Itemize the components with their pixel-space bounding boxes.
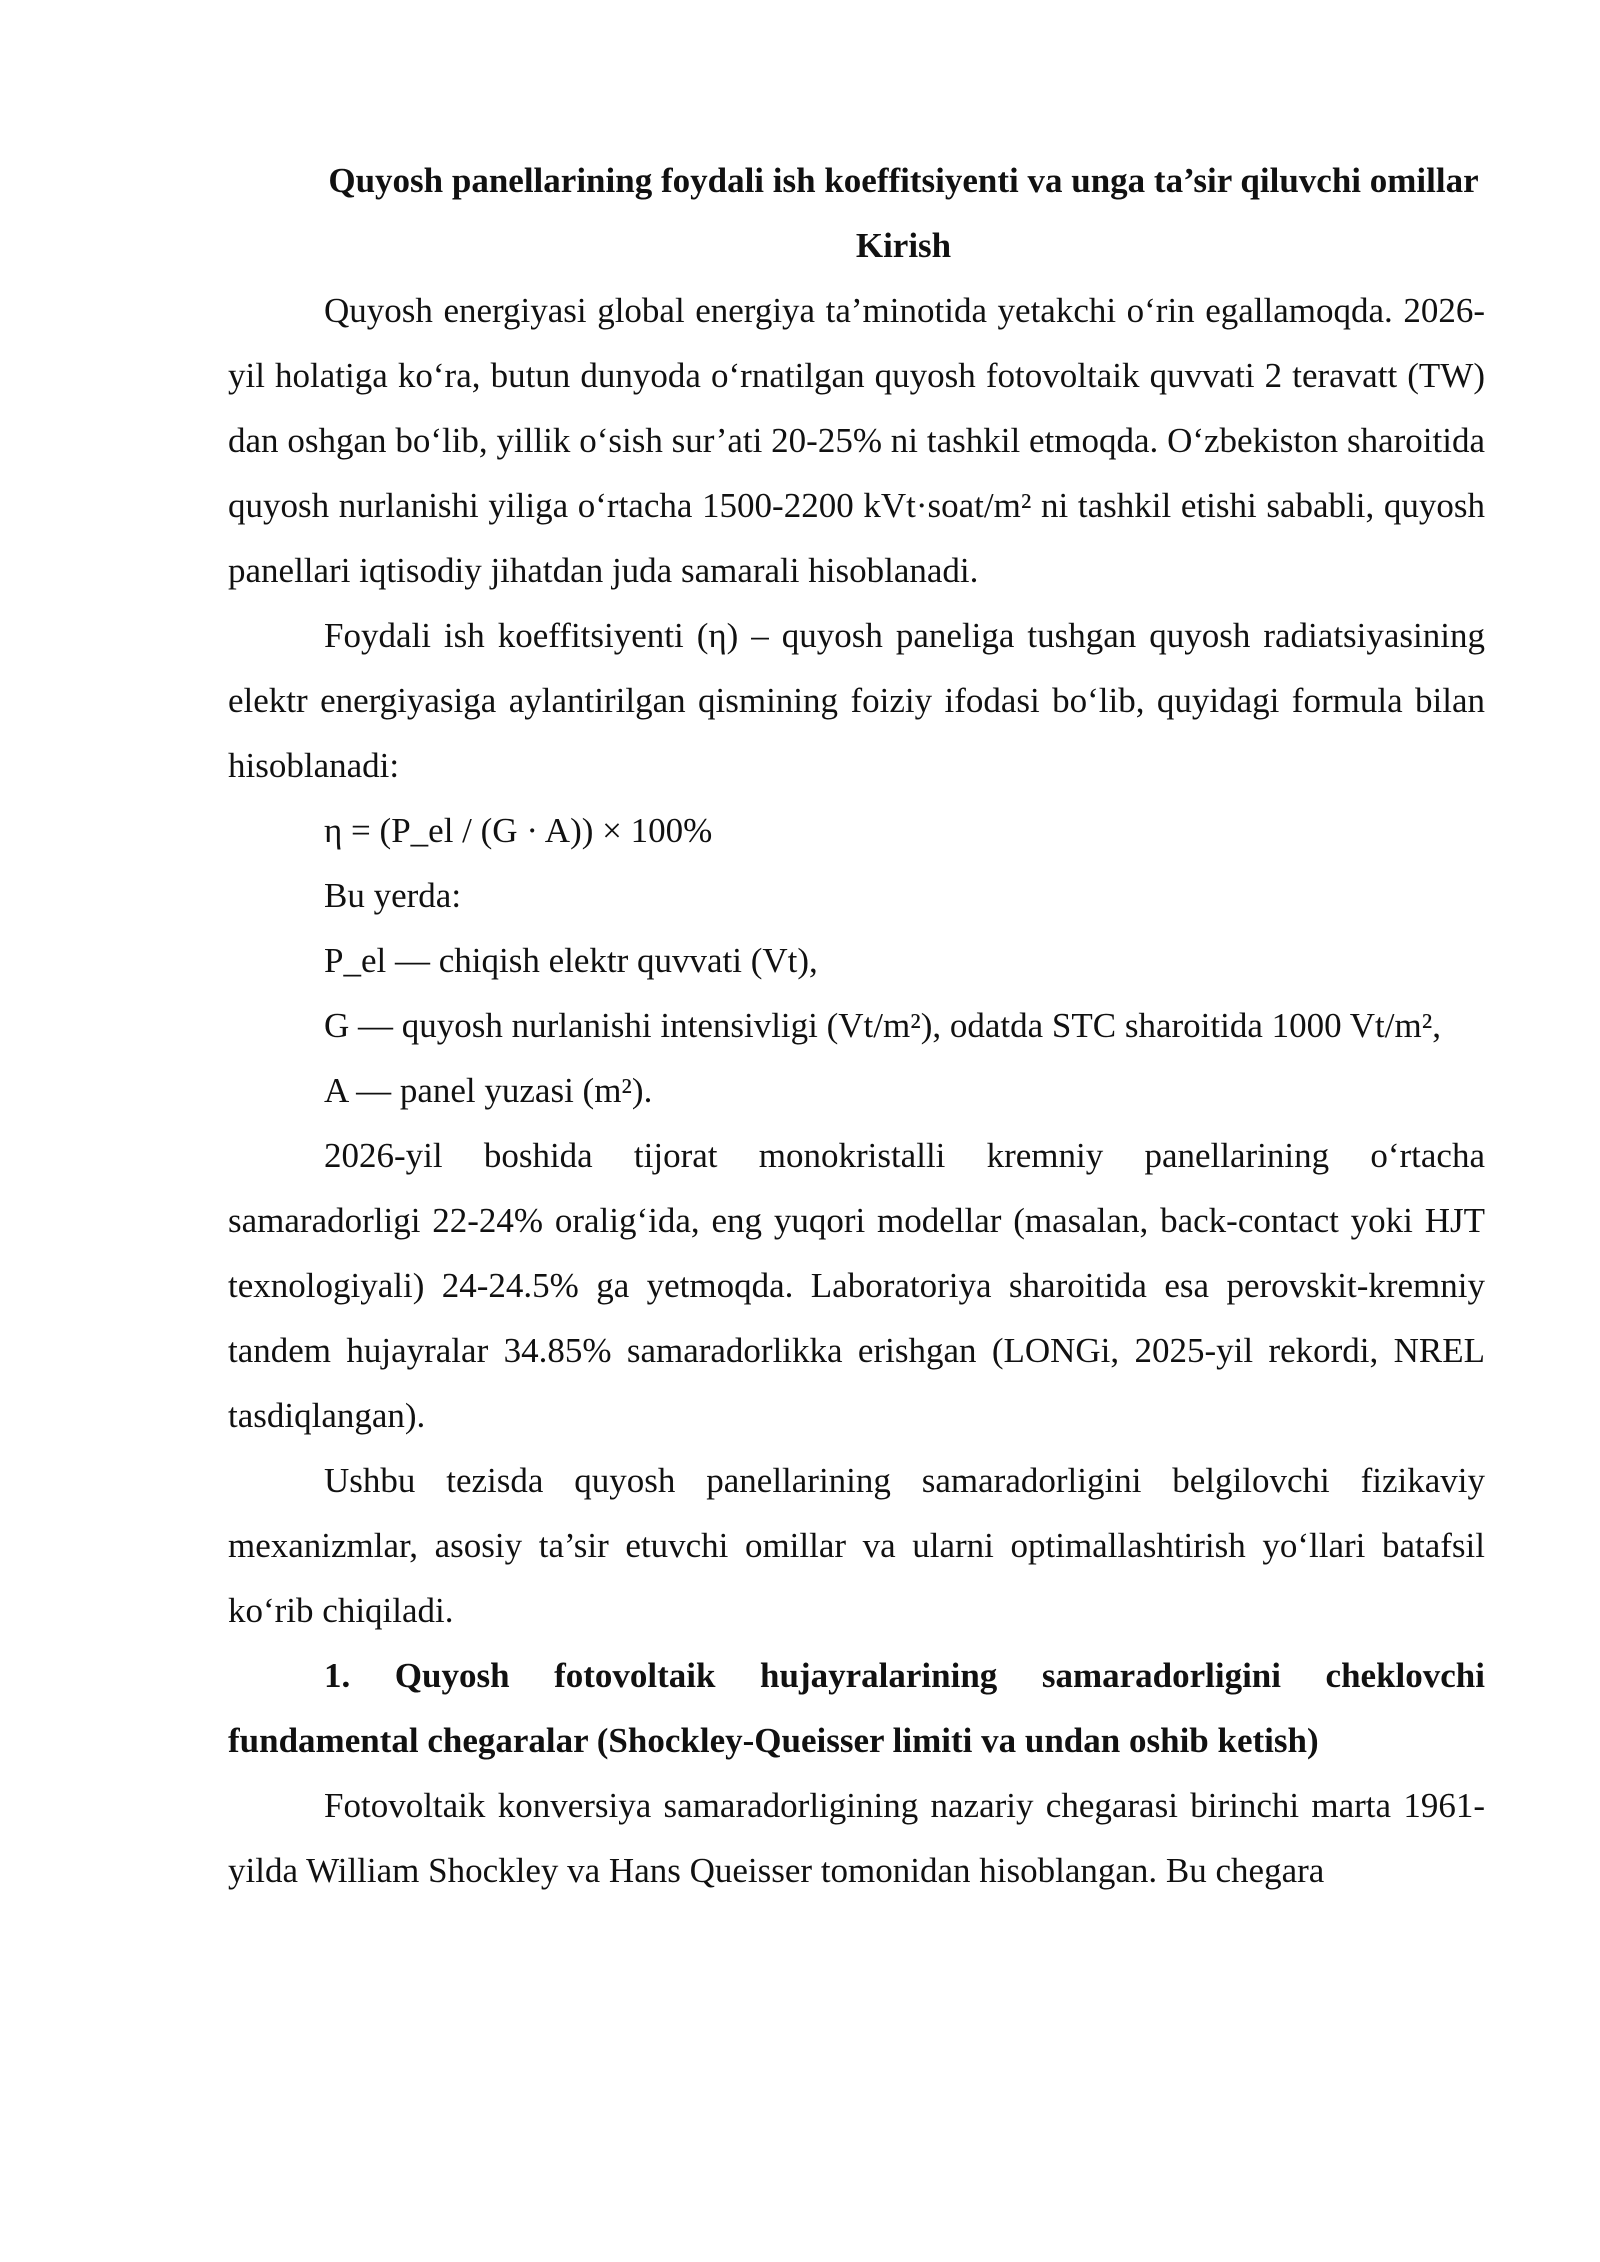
document-title: Quyosh panellarining foydali ish koeffitsiyenti va unga ta’sir qiluvchi omillar bbox=[328, 161, 1479, 200]
intro-paragraph-2: Foydali ish koeffitsiyenti (η) – quyosh paneliga tushgan quyosh radiatsiyasining elektr energiyasiga aylantirilgan qismining foiziy ifodasi bo‘lib, quyidagi formula bilan hisoblanadi: bbox=[228, 616, 1485, 785]
definition-p-el: P_el — chiqish elektr quvvati (Vt), bbox=[324, 941, 818, 980]
intro-paragraph-3: 2026-yil boshida tijorat monokristalli kremniy panellarining o‘rtacha samaradorligi 22-24% oralig‘ida, eng yuqori modellar (masalan, back-contact yoki HJT texnologiyali) 24-24.5% ga yetmoqda. Laboratoriya sharoitida esa perovskit-kremniy tandem hujayralar 34.85% samaradorlikka erishgan (LONGi, 2025-yil rekordi, NREL tasdiqlangan). bbox=[228, 1136, 1485, 1435]
intro-heading: Kirish bbox=[855, 226, 952, 265]
intro-paragraph-4: Ushbu tezisda quyosh panellarining samaradorligini belgilovchi fizikaviy mexanizmlar, asosiy ta’sir etuvchi omillar va ularni optimallashtirish yo‘llari batafsil ko‘rib chiqiladi. bbox=[228, 1461, 1485, 1630]
efficiency-formula: η = (P_el / (G · A)) × 100% bbox=[324, 811, 713, 850]
definition-g: G — quyosh nurlanishi intensivligi (Vt/m²), odatda STC sharoitida 1000 Vt/m², bbox=[324, 1006, 1441, 1045]
document-page bbox=[228, 148, 1485, 1903]
intro-paragraph-1: Quyosh energiyasi global energiya ta’minotida yetakchi o‘rin egallamoqda. 2026-yil holatiga ko‘ra, butun dunyoda o‘rnatilgan quyosh fotovoltaik quvvati 2 teravatt (TW) dan oshgan bo‘lib, yillik o‘sish sur’ati 20-25% ni tashkil etmoqda. O‘zbekiston sharoitida quyosh nurlanishi yiliga o‘rtacha 1500-2200 kVt·soat/m² ni tashkil etishi sababli, quyosh panellari iqtisodiy jihatdan juda samarali hisoblanadi. bbox=[228, 291, 1485, 590]
definition-a: A — panel yuzasi (m²). bbox=[324, 1071, 653, 1110]
where-label: Bu yerda: bbox=[324, 876, 462, 915]
section-1-paragraph-1: Fotovoltaik konversiya samaradorligining nazariy chegarasi birinchi marta 1961-yilda William Shockley va Hans Queisser tomonidan hisoblangan. Bu chegara bbox=[228, 1786, 1485, 1890]
section-1-heading: 1. Quyosh fotovoltaik hujayralarining samaradorligini cheklovchi fundamental chegaralar (Shockley-Queisser limiti va undan oshib ketish) bbox=[228, 1656, 1485, 1760]
